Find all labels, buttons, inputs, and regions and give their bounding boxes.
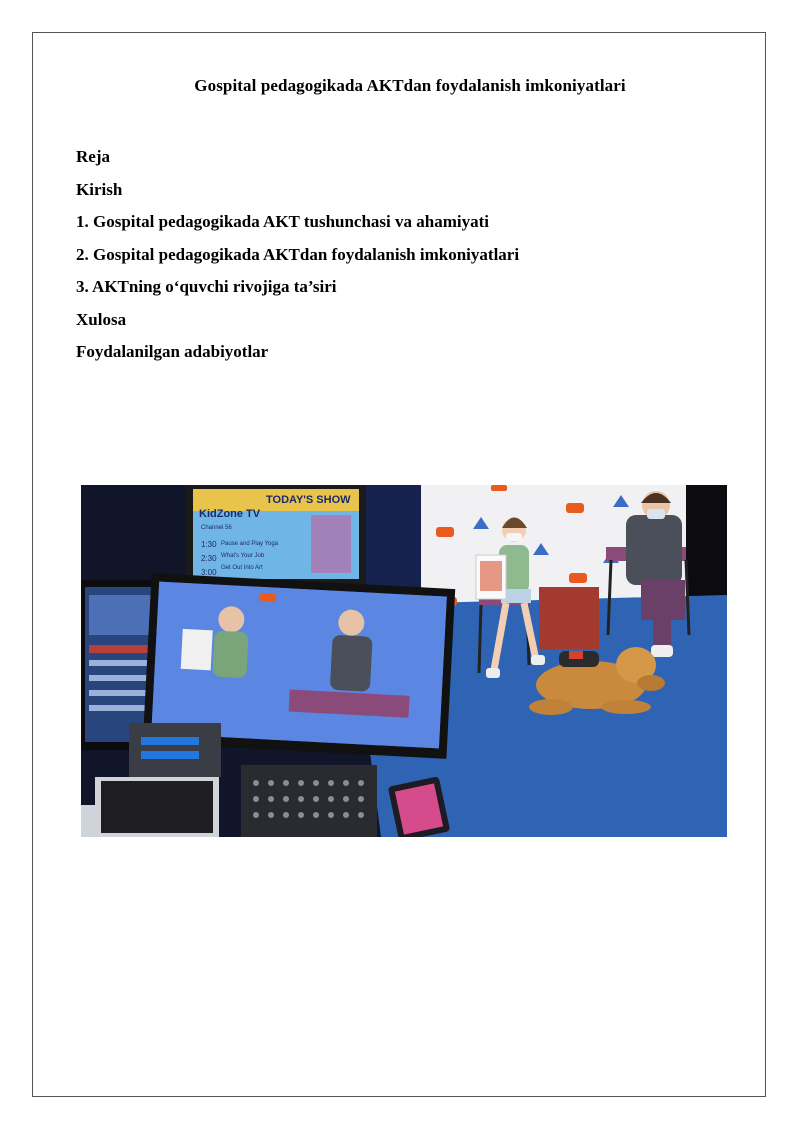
table-of-contents	[76, 141, 519, 369]
schedule-item-3: Get Out Into Art	[221, 565, 263, 571]
toc-item-conclusion: Xulosa	[76, 309, 127, 329]
screen-brand-text: KidZone TV	[199, 508, 261, 520]
schedule-time-2: 2:30	[201, 554, 217, 563]
document-title: Gospital pedagogikada AKTdan foydalanish imkoniyatlari	[194, 76, 626, 95]
screen-channel-text: Channel 56	[201, 525, 232, 531]
toc-item-section-3: 3. AKTning o‘quvchi rivojiga ta’siri	[76, 277, 337, 296]
schedule-time-1: 1:30	[201, 540, 217, 549]
schedule-item-1: Pause and Play Yoga	[221, 541, 279, 547]
screen-heading-text: TODAY'S SHOW	[266, 494, 351, 506]
schedule-screen	[186, 485, 366, 585]
toc-heading: Reja	[76, 147, 110, 166]
studio-photo	[81, 485, 727, 837]
schedule-item-2: What's Your Job	[221, 553, 265, 559]
toc-item-section-1: 1. Gospital pedagogikada AKT tushunchasi va ahamiyati	[76, 212, 489, 231]
red-box	[539, 587, 599, 649]
studio-photo-illustration	[81, 485, 727, 837]
toc-item-introduction: Kirish	[76, 179, 123, 199]
toc-item-section-2: 2. Gospital pedagogikada AKTdan foydalanish imkoniyatlari	[76, 244, 520, 264]
toc-item-references: Foydalanilgan adabiyotlar	[76, 342, 269, 361]
schedule-time-3: 3:00	[201, 568, 217, 577]
